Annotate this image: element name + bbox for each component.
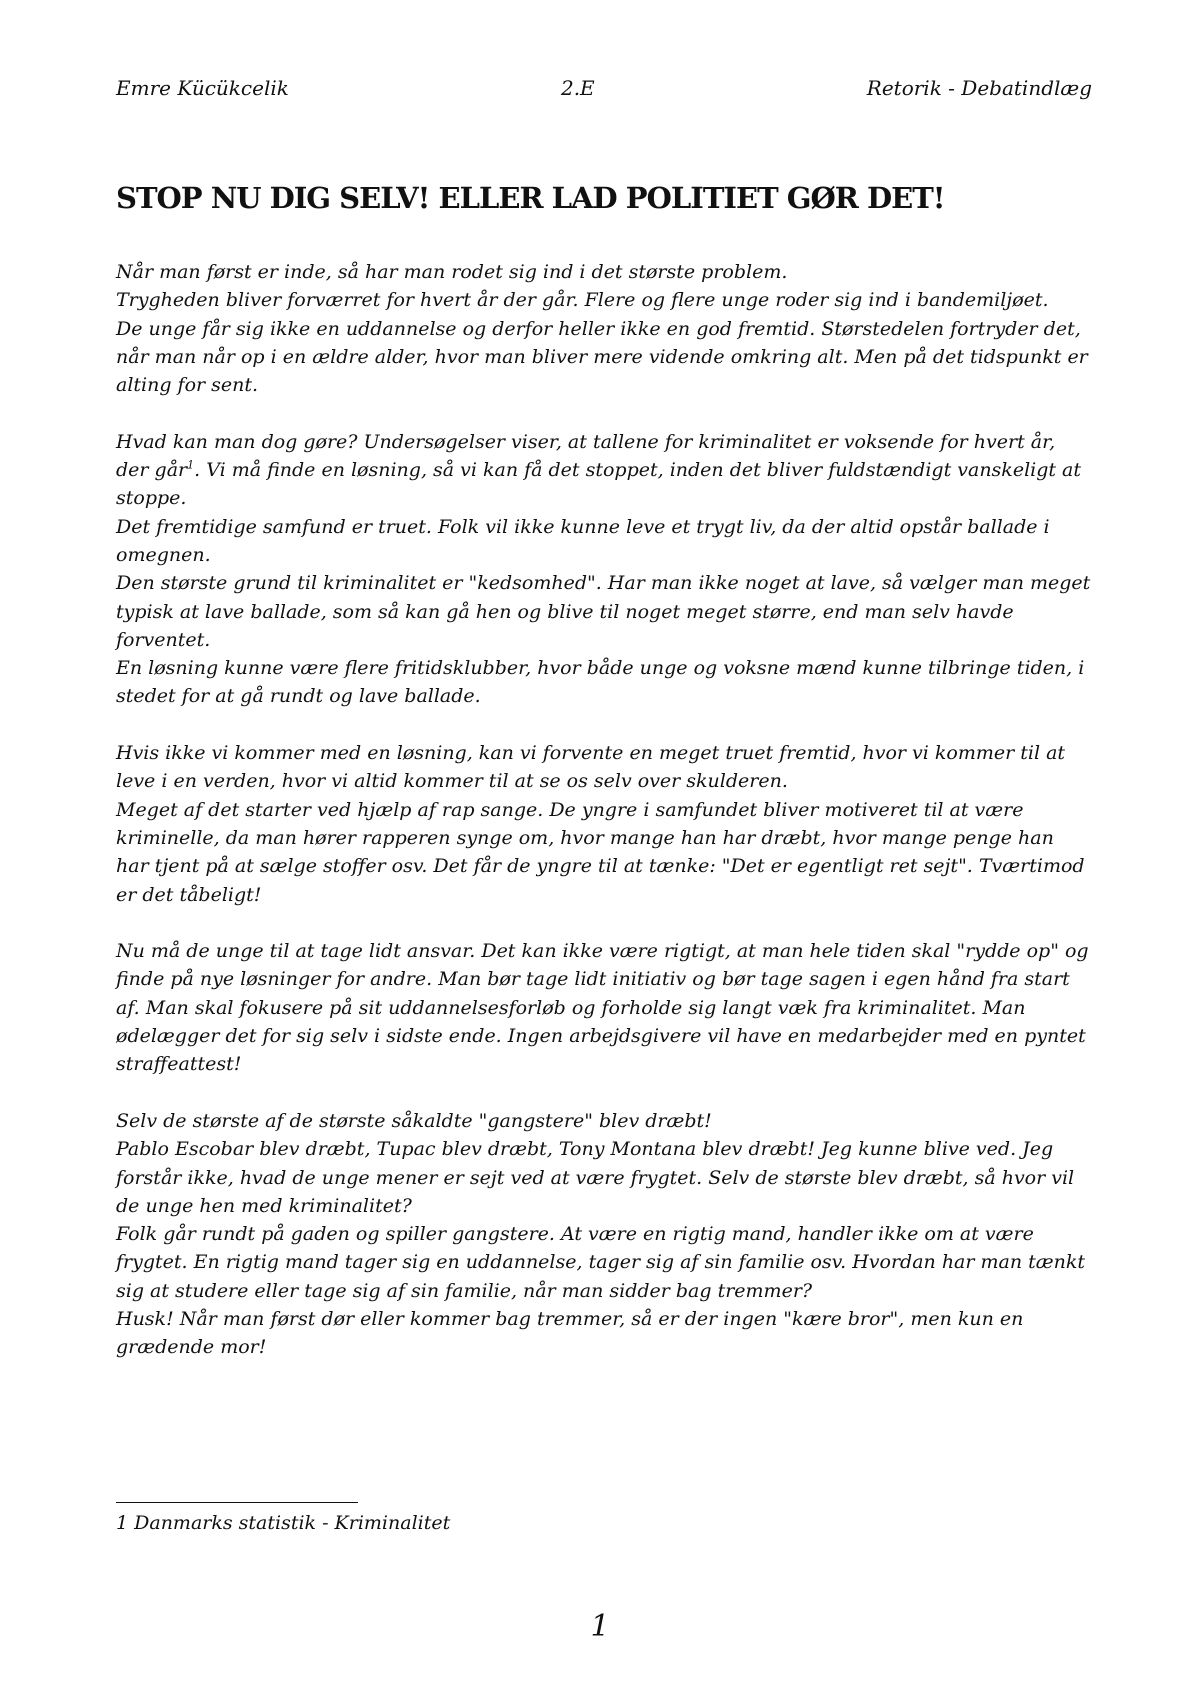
paragraph-line: En løsning kunne være flere fritidsklubber, hvor både unge og voksne mænd kunne tilbringe tiden, i stedet for at gå rundt og lave ballade. bbox=[116, 657, 1085, 708]
paragraph-text: Vi må finde en løsning, så vi kan få det stoppet, inden det bliver fuldstændigt vanskeligt at stoppe. bbox=[116, 459, 1082, 510]
paragraph-line: Hvis ikke vi kommer med en løsning, kan vi forvente en meget truet fremtid, hvor vi kommer til at leve i en verden, hvor vi altid kommer til at se os selv over skulderen. bbox=[116, 742, 1066, 793]
document-title: STOP NU DIG SELV! ELLER LAD POLITIET GØR DET! bbox=[116, 181, 945, 215]
paragraph-text: . bbox=[194, 459, 201, 482]
header-class: 2.E bbox=[560, 76, 595, 100]
footnote-divider bbox=[116, 1502, 358, 1503]
paragraph-3 bbox=[116, 739, 1092, 909]
paragraph-line: Når man først er inde, så har man rodet sig ind i det største problem. bbox=[116, 261, 788, 283]
paragraph-4 bbox=[116, 937, 1092, 1078]
paragraph-line: Pablo Escobar blev dræbt, Tupac blev dræbt, Tony Montana blev dræbt! Jeg kunne blive ved. Jeg forstår ikke, hvad de unge mener er sejt ved at være frygtet. Selv de største blev dræbt, så hvor vil de unge hen med kriminalitet? bbox=[116, 1138, 1075, 1217]
footnote-reference[interactable]: 1 bbox=[187, 458, 195, 472]
document-body bbox=[116, 258, 1092, 1390]
paragraph-1 bbox=[116, 258, 1092, 399]
footnote: 1 Danmarks statistik - Kriminalitet bbox=[116, 1512, 451, 1534]
paragraph-line: Trygheden bliver forværret for hvert år der går. Flere og flere unge roder sig ind i bandemiljøet. bbox=[116, 289, 1049, 312]
paragraph-5 bbox=[116, 1107, 1092, 1362]
paragraph-line bbox=[116, 428, 1092, 513]
paragraph-line: Husk! Når man først dør eller kommer bag tremmer, så er der ingen "kære bror", men kun en grædende mor! bbox=[116, 1307, 1024, 1359]
paragraph-line: Det fremtidige samfund er truet. Folk vil ikke kunne leve et trygt liv, da der altid opstår ballade i omegnen. bbox=[116, 515, 1050, 566]
paragraph-line: Nu må de unge til at tage lidt ansvar. Det kan ikke være rigtigt, at man hele tiden skal "rydde op" og finde på nye løsninger for andre. Man bør tage lidt initiativ og bør tage sagen i egen hånd fra start af. Man skal fokusere på sit uddannelsesforløb og forholde sig langt væk fra kriminalitet. Man ødelægger det for sig selv i sidste ende. Ingen arbejdsgivere vil have en medarbejder med en pyntet straffeattest! bbox=[116, 940, 1089, 1076]
page-header bbox=[116, 76, 1092, 100]
paragraph-text: Hvad kan man dog gøre? Undersøgelser viser, at tallene for kriminalitet er voksende for hvert år, der går bbox=[116, 430, 1056, 482]
paragraph-line: Selv de største af de største såkaldte "gangstere" blev dræbt! bbox=[116, 1109, 712, 1132]
header-subject: Retorik - Debatindlæg bbox=[866, 76, 1092, 100]
paragraph-line: Folk går rundt på gaden og spiller gangstere. At være en rigtig mand, handler ikke om at være frygtet. En rigtig mand tager sig en uddannelse, tager sig af sin familie osv. Hvordan har man tænkt sig at studere eller tage sig af sin familie, når man sidder bag tremmer? bbox=[116, 1223, 1086, 1302]
page-number: 1 bbox=[590, 1609, 610, 1644]
header-author: Emre Kücükcelik bbox=[116, 76, 289, 100]
paragraph-line: Den største grund til kriminalitet er "kedsomhed". Har man ikke noget at lave, så vælger man meget typisk at lave ballade, som så kan gå hen og blive til noget meget større, end man selv havde forventet. bbox=[116, 572, 1091, 651]
paragraph-line: De unge får sig ikke en uddannelse og derfor heller ikke en god fremtid. Størstedelen fortryder det, når man når op i en ældre alder, hvor man bliver mere vidende omkring alt. Men på det tidspunkt er alting for sent. bbox=[116, 317, 1088, 397]
paragraph-line: Meget af det starter ved hjælp af rap sange. De yngre i samfundet bliver motiveret til at være kriminelle, da man hører rapperen synge om, hvor mange han har dræbt, hvor mange penge han har tjent på at sælge stoffer osv. Det får de yngre til at tænke: "Det er egentligt ret sejt". Tværtimod er det tåbeligt! bbox=[116, 798, 1085, 906]
paragraph-2 bbox=[116, 428, 1092, 711]
